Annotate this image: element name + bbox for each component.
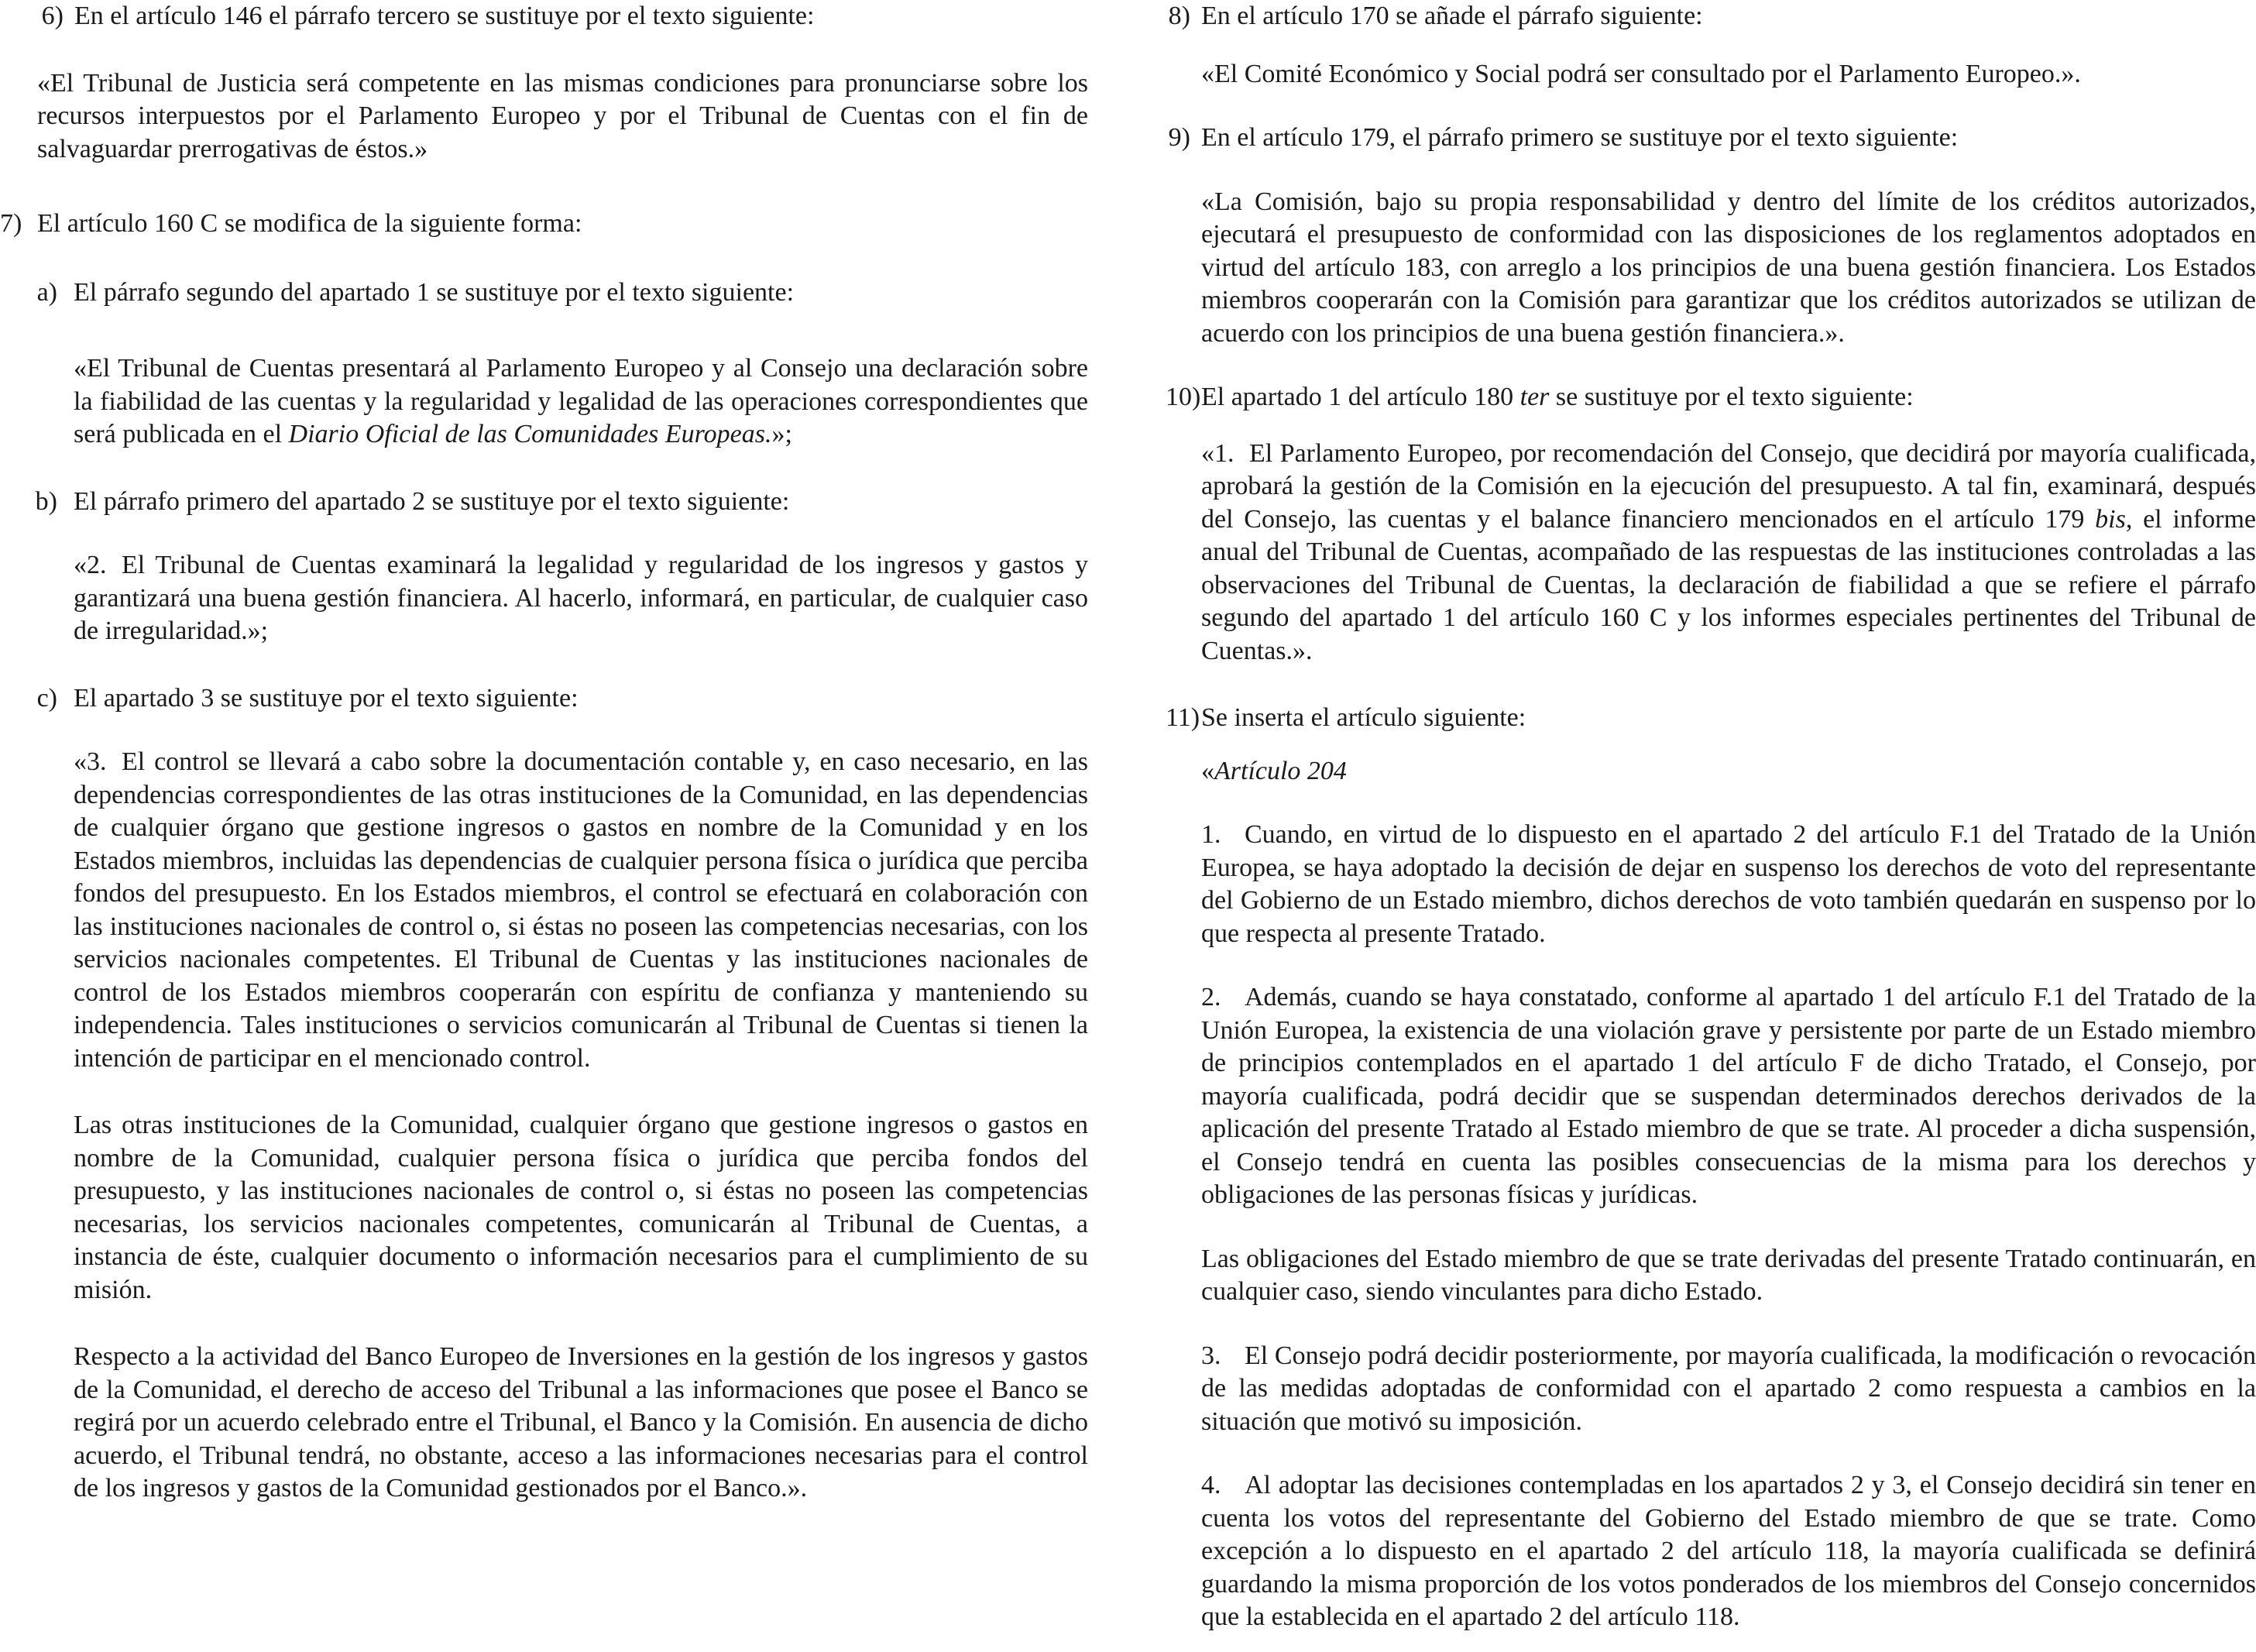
paragraph-number: 2. [1201,983,1221,1011]
paragraph-number: 4. [1201,1471,1221,1499]
item-number: 10) [1166,383,1201,411]
item-heading: En el artículo 146 el párrafo tercero se sustituye por el texto siguiente: [74,2,815,30]
sub-item-number: a) [36,277,57,307]
item-heading: El artículo 160 C se modifica de la siguiente forma: [37,209,582,238]
quote-paragraph: «2. El Tribunal de Cuentas examinará la legalidad y regularidad de los ingresos y gastos y garantizará una buena gestión financiera. Al hacerlo, informará, en particular, de cualquier caso de irregularidad.»; [74,551,1088,645]
item-number: 6) [41,2,64,30]
quote-paragraph: Respecto a la actividad del Banco Europeo de Inversiones en la gestión de los ingresos y gastos de la Comunidad, el derecho de acceso del Tribunal a las informaciones que posee el Banco se regirá por un acuerdo celebrado entre el Tribunal, el Banco y la Comisión. En ausencia de dicho acuerdo, el Tribunal tendrá, no obstante, acceso a las informaciones necesarias para el control de los ingresos y gastos de la Comunidad gestionados por el Banco.». [74,1342,1088,1503]
quote-paragraph: «1. El Parlamento Europeo, por recomendación del Consejo, que decidirá por mayoría cualificada, aprobará la gestión de la Comisión en la ejecución del presupuesto. A tal fin, examinará, después del Consejo, las cuentas y el balance financiero mencionados en el artículo 179 bis, el informe anual del Tribunal de Cuentas, acompañado de las respuestas de las instituciones controladas a las observaciones del Tribunal de Cuentas, la declaración de fiabilidad a que se refiere el párrafo segundo del apartado 1 del artículo 160 C y los informes especiales pertinentes del Tribunal de Cuentas.». [1201,438,2256,665]
left-column [0,0,1088,1506]
item-10 [1166,381,2256,414]
item-number: 7) [0,209,22,238]
quote-paragraph: «El Comité Económico y Social podrá ser consultado por el Parlamento Europeo.». [1201,59,2081,88]
sub-item-heading: El párrafo segundo del apartado 1 se sustituye por el texto siguiente: [74,277,795,307]
item-9 [1166,122,2256,155]
item-heading: El apartado 1 del artículo 180 ter se sustituye por el texto siguiente: [1201,383,1914,411]
paragraph-number: 3. [1201,1341,1221,1370]
item-number: 9) [1168,123,1190,152]
article-paragraph-2b: Las obligaciones del Estado miembro de que se trate derivadas del presente Tratado continuarán, en cualquier caso, siendo vinculantes para dicho Estado. [1201,1244,2256,1306]
article-paragraph-4: 4. Al adoptar las decisiones contempladas en los apartados 2 y 3, el Consejo decidirá sin tener en cuenta los votos del representante del Gobierno del Estado miembro de que se trate. Como excepción a lo dispuesto en el apartado 2 del artículo 118, la mayoría cualificada se definirá guardando la misma proporción de los votos ponderados de los miembros del Consejo concernidos que la establecida en el apartado 2 del artículo 118. [1201,1471,2256,1631]
paragraph-number: «2. [74,551,107,579]
item-8 [1166,0,2256,33]
sub-item-number: c) [36,683,57,713]
sub-item-heading: El apartado 3 se sustituye por el texto siguiente: [74,683,579,713]
quote-paragraph: Las otras instituciones de la Comunidad, cualquier órgano que gestione ingresos o gastos en nombre de la Comunidad, cualquier persona física o jurídica que perciba fondos del presupuesto, y las instituciones nacionales de control o, si éstas no poseen las competencias necesarias, los servicios nacionales competentes, comunicarán al Tribunal de Cuentas, a instancia de éste, cualquier documento o información necesarios para el cumplimiento de su misión. [74,1111,1088,1304]
article-paragraph-2: 2. Además, cuando se haya constatado, conforme al apartado 1 del artículo F.1 del Tratado de la Unión Europea, la existencia de una violación grave y persistente por parte de un Estado miembro de principios contemplados en el apartado 1 del artículo F de dicho Tratado, el Consejo, por mayoría cualificada, podrá decidir que se suspendan determinados derechos derivados de la aplicación del presente Tratado al Estado miembro de que se trate. Al proceder a dicha suspensión, el Consejo tendrá en cuenta las posibles consecuencias de la misma para los derechos y obligaciones de las personas físicas y jurídicas. [1201,983,2256,1209]
quote-paragraph: «El Tribunal de Cuentas presentará al Parlamento Europeo y al Consejo una declaración sobre la fiabilidad de las cuentas y la regularidad y legalidad de las operaciones correspondientes que será publicada en el Diario Oficial de las Comunidades Europeas.»; [74,354,1088,448]
sub-item-a [0,276,1088,310]
article-paragraph-3: 3. El Consejo podrá decidir posteriormente, por mayoría cualificada, la modificación o revocación de las medidas adoptadas de conformidad con el apartado 2 como respuesta a cambios en la situación que motivó su imposición. [1201,1341,2256,1436]
sub-item-number: b) [35,486,57,516]
sub-item-c [0,682,1088,716]
item-6 [0,0,1088,33]
right-column [1166,0,2256,1634]
quote-paragraph: «La Comisión, bajo su propia responsabilidad y dentro del límite de los créditos autorizados, ejecutará el presupuesto de conformidad con las disposiciones de los reglamentos adoptados en virtud del artículo 183, con arreglo a los principios de una buena gestión financiera. Los Estados miembros cooperarán con la Comisión para garantizar que los créditos autorizados se utilizan de acuerdo con los principios de una buena gestión financiera.». [1201,187,2256,348]
article-paragraph-1: 1. Cuando, en virtud de lo dispuesto en el apartado 2 del artículo F.1 del Tratado de la Unión Europea, se haya adoptado la decisión de dejar en suspenso los derechos de voto del representante del Gobierno de un Estado miembro, dichos derechos de voto también quedarán en suspenso por lo que respecta al presente Tratado. [1201,820,2256,948]
journal-title: Diario Oficial de las Comunidades Europeas. [288,420,772,448]
sub-item-b [0,486,1088,519]
item-heading: En el artículo 170 se añade el párrafo siguiente: [1201,2,1703,30]
item-number: 8) [1168,2,1190,30]
item-heading: En el artículo 179, el párrafo primero se sustituye por el texto siguiente: [1201,123,1959,152]
quote-paragraph: «3. El control se llevará a cabo sobre la documentación contable y, en caso necesario, en las dependencias correspondientes de las otras instituciones de la Comunidad, en las dependencias de cualquier órgano que gestione ingresos o gastos en nombre de la Comunidad y en los Estados miembros, incluidas las dependencias de cualquier persona física o jurídica que perciba fondos del presupuesto. En los Estados miembros, el control se efectuará en colaboración con las instituciones nacionales de control o, si éstas no poseen las competencias necesarias, con los servicios nacionales competentes. El Tribunal de Cuentas y las instituciones nacionales de control de los Estados miembros cooperarán con espíritu de confianza y manteniendo su independencia. Tales instituciones o servicios comunicarán al Tribunal de Cuentas si tienen la intención de participar en el mencionado control. [74,747,1088,1073]
item-heading: Se inserta el artículo siguiente: [1201,703,1526,732]
paragraph-number: 1. [1201,820,1221,849]
paragraph-number: «3. [74,747,107,776]
item-number: 11) [1166,703,1200,732]
item-7 [0,208,1088,241]
paragraph-number: «1. [1201,438,1234,468]
quote-paragraph: «El Tribunal de Justicia será competente en las mismas condiciones para pronunciarse sobre los recursos interpuestos por el Parlamento Europeo y por el Tribunal de Cuentas con el fin de salvaguardar prerrogativas de éstos.» [37,68,1088,163]
item-11 [1166,702,2256,735]
sub-item-heading: El párrafo primero del apartado 2 se sustituye por el texto siguiente: [74,486,790,516]
article-title: «Artículo 204 [1201,756,1347,785]
